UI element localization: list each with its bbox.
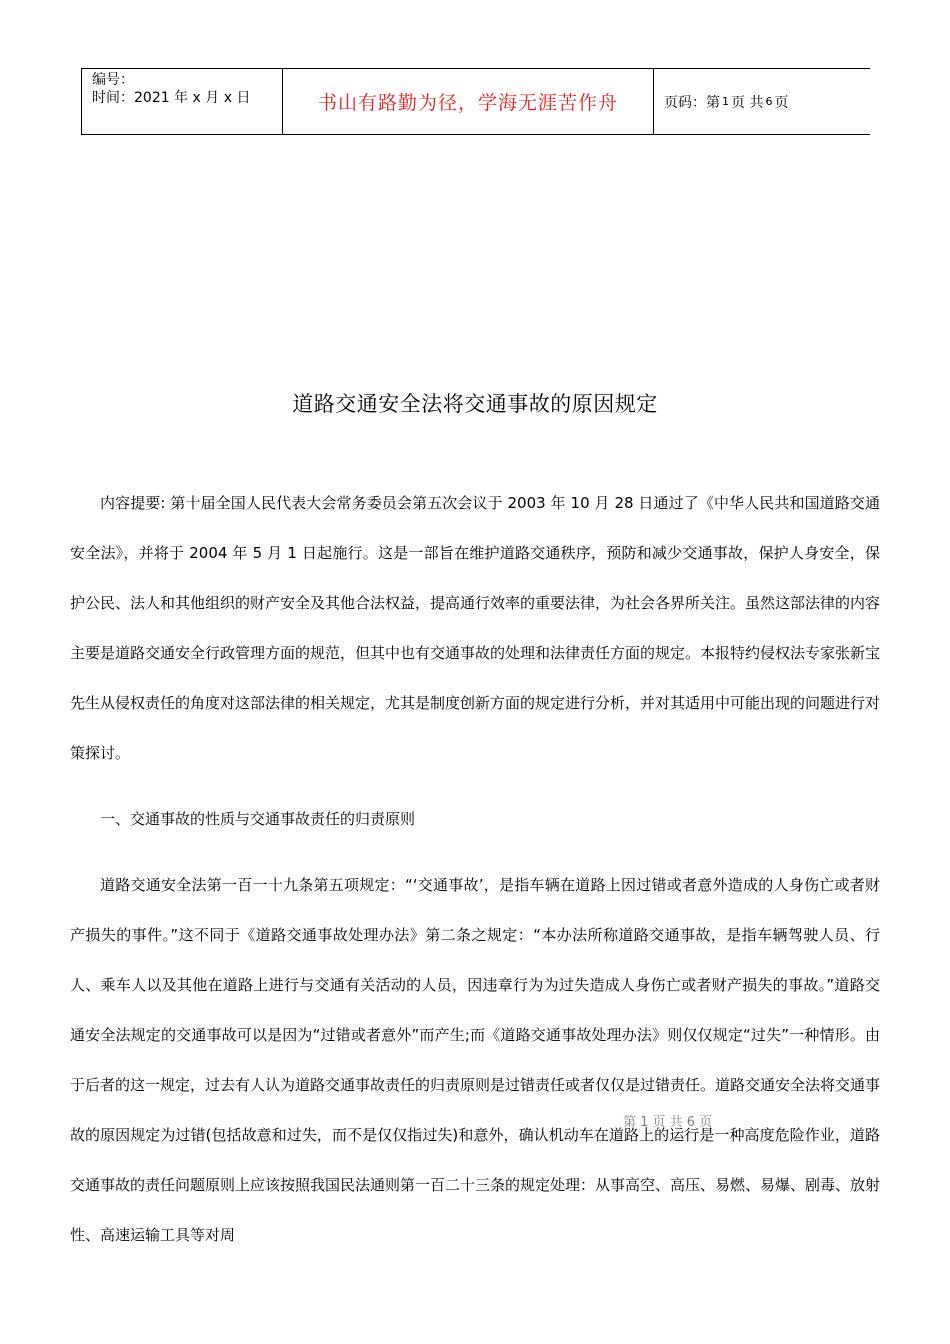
- page-mid: 页 共: [731, 94, 764, 111]
- page-suffix: 页: [774, 94, 789, 111]
- document-body: [70, 478, 880, 1260]
- page-current: 1: [722, 95, 729, 108]
- body-paragraph: 道路交通安全法第一百一十九条第五项规定：“‘交通事故’，是指车辆在道路上因过错或者意外造成的人身伤亡或者财产损失的事件。”这不同于《道路交通事故处理办法》第二条之规定：“本办法所称道路交通事故，是指车辆驾驶人员、行人、乘车人以及其他在道路上进行与交通有关活动的人员，因违章行为为过失造成人身伤亡或者财产损失的事故。”道路交通安全法规定的交通事故可以是因为“过错或者意外”而产生;而《道路交通事故处理办法》则仅仅规定“过失”一种情形。由于后者的这一规定，过去有人认为道路交通事故责任的归责原则是过错责任或者仅仅是过错责任。道路交通安全法将交通事故的原因规定为过错(包括故意和过失，而不是仅仅指过失)和意外，确认机动车在道路上的运行是一种高度危险作业，道路交通事故的责任问题原则上应该按照我国民法通则第一百二十三条的规定处理：从事高空、高压、易燃、易爆、剧毒、放射性、高速运输工具等对周: [70, 876, 881, 1244]
- motto-cell: [283, 69, 654, 134]
- page-number-watermark: 第 1 页 共 6 页: [623, 1115, 713, 1130]
- serial-number-label: 编号：: [92, 72, 134, 88]
- header-table: [81, 68, 870, 135]
- date-label: 时间：2021 年 x 月 x 日: [92, 90, 251, 106]
- page-prefix: 页码：第: [664, 94, 720, 111]
- header-info-cell: [82, 69, 283, 134]
- abstract-paragraph: 内容提要: 第十届全国人民代表大会常务委员会第五次会议于 2003 年 10 月 28 日通过了《中华人民共和国道路交通安全法》，并将于 2004 年 5 月 1 日起施行。这是一部旨在维护道路交通秩序，预防和减少交通事故，保护人身安全，保护公民、法人和其他组织的财产安全及其他合法权益，提高通行效率的重要法律，为社会各界所关注。虽然这部法律的内容主要是道路交通安全行政管理方面的规范，但其中也有交通事故的处理和法律责任方面的规定。本报特约侵权法专家张新宝先生从侵权责任的角度对这部法律的相关规定，尤其是制度创新方面的规定进行分析，并对其适用中可能出现的问题进行对策探讨。: [70, 494, 881, 762]
- motto-text: 书山有路勤为径，学海无涯苦作舟: [317, 92, 618, 114]
- page-number-cell: [654, 69, 870, 134]
- page-total: 6: [765, 95, 773, 108]
- section-heading: 一、交通事故的性质与交通事故责任的归责原则: [100, 810, 416, 828]
- document-title: 道路交通安全法将交通事故的原因规定: [292, 392, 658, 416]
